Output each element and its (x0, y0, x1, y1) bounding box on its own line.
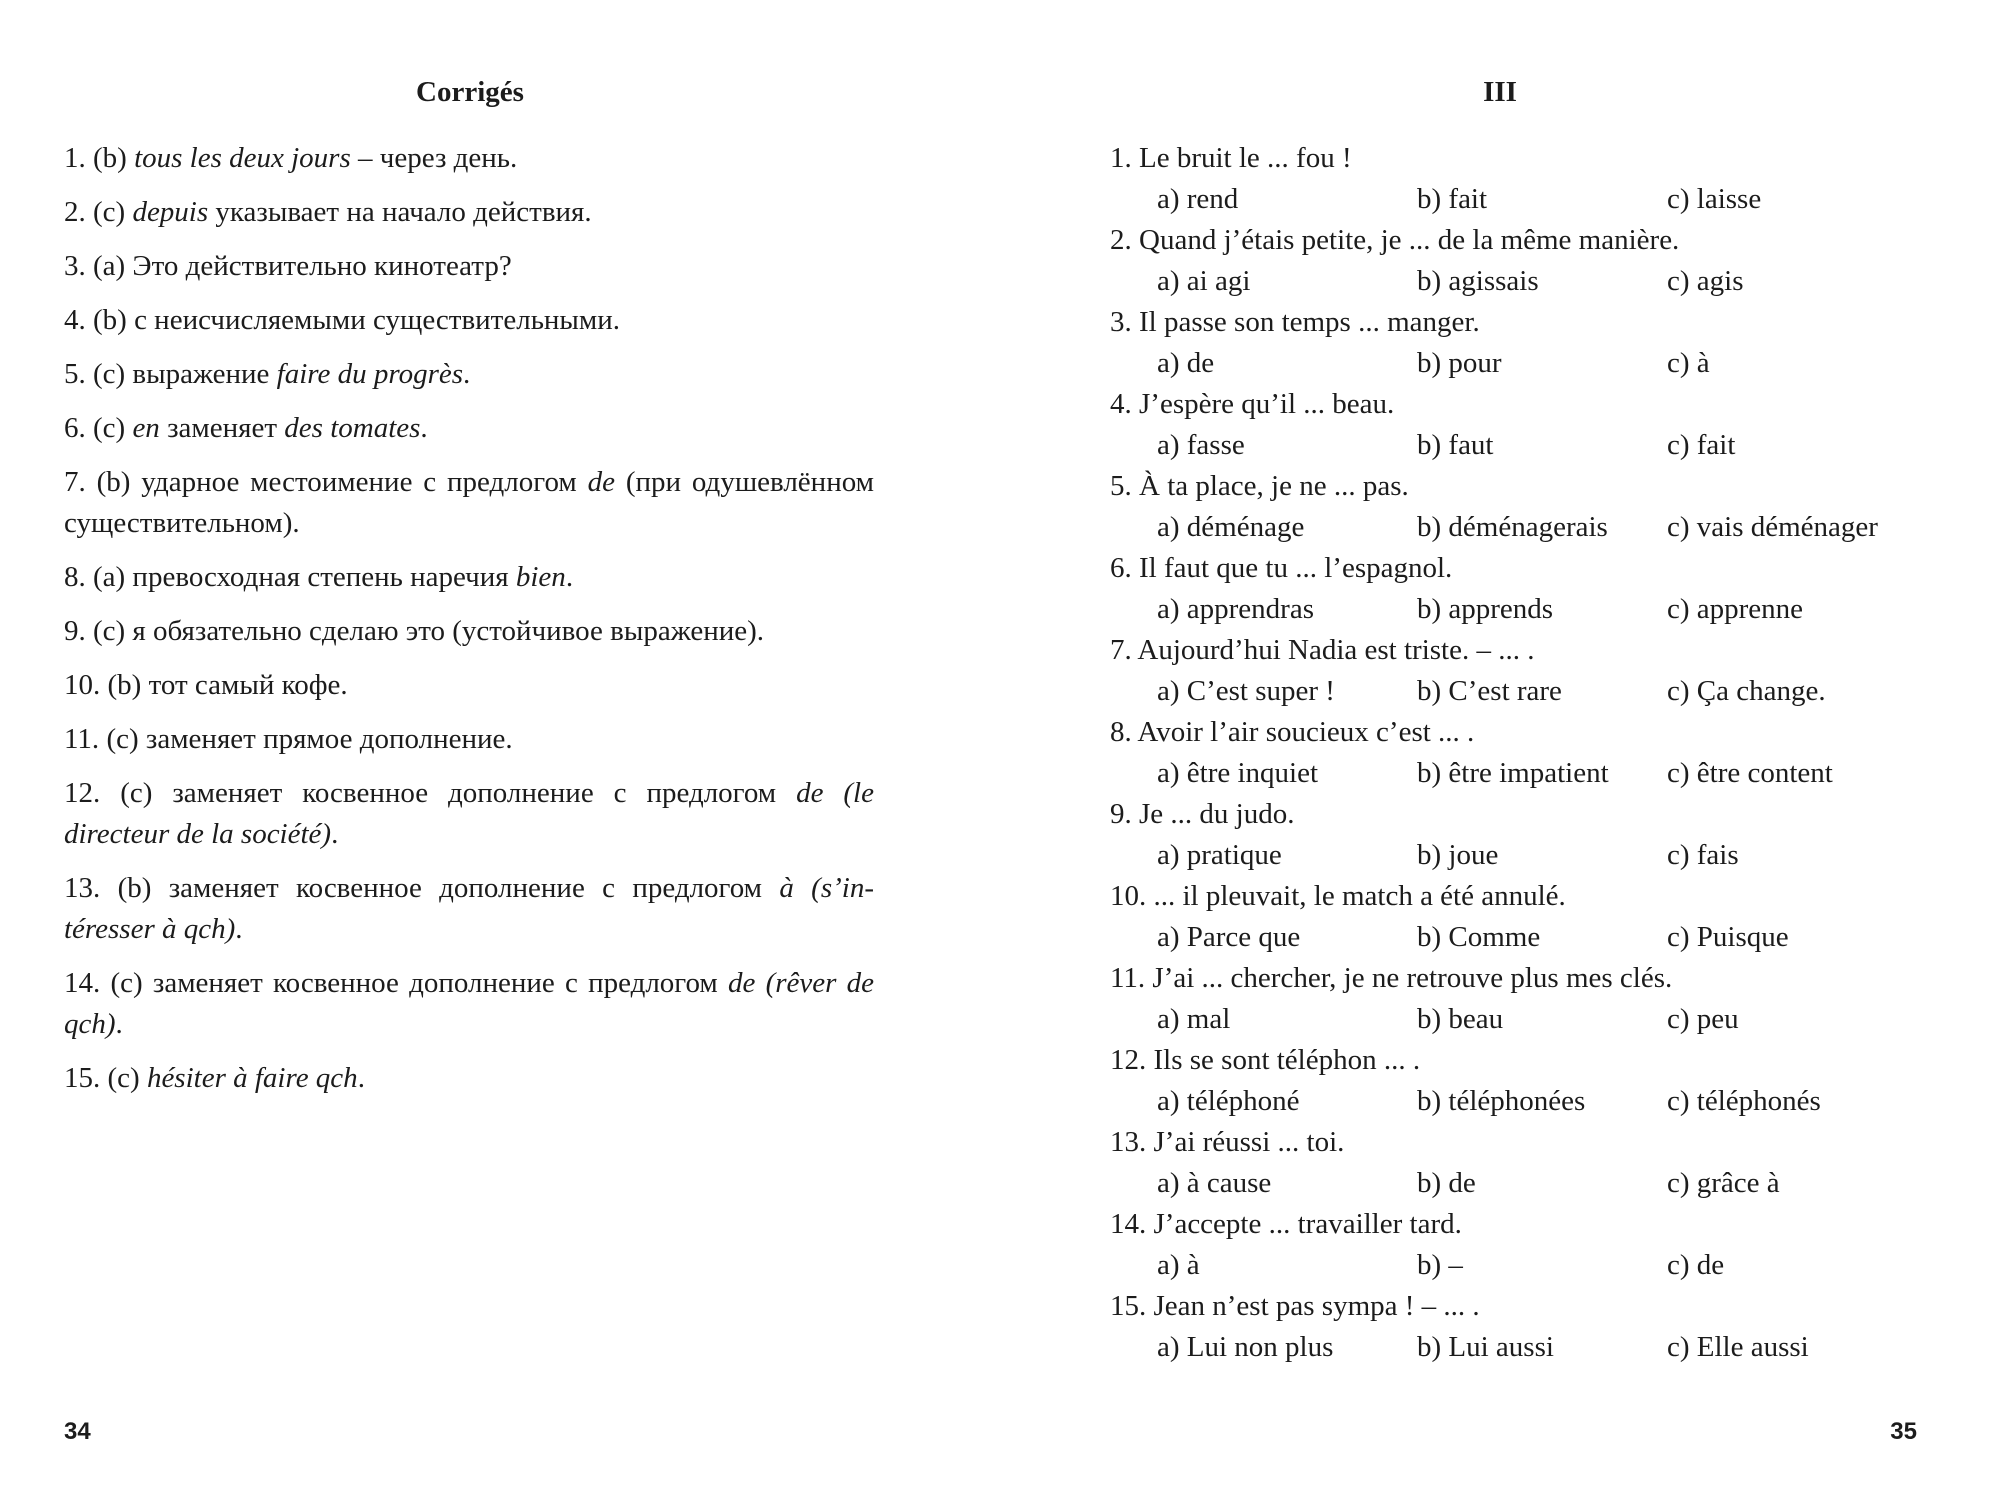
option-b: b) joue (1417, 839, 1499, 871)
answer-text: (b) ударное местоимение с предлогом (96, 466, 588, 498)
answer-number: 12. (64, 777, 101, 809)
question-stem: 12. Ils se sont téléphon ... . (1110, 1044, 1421, 1076)
answer-text: (b) тот самый кофе. (107, 669, 348, 701)
option-b: b) faut (1417, 429, 1494, 461)
answer-text: . (565, 561, 574, 593)
question-stem: 8. Avoir l’air soucieux c’est ... . (1110, 716, 1475, 748)
answer-number: 15. (64, 1062, 101, 1094)
option-c: c) grâce à (1667, 1167, 1780, 1199)
option-b: b) de (1417, 1167, 1476, 1199)
answer-item (64, 963, 874, 1045)
answer-text: . (463, 358, 471, 390)
right-page (1000, 0, 2000, 1496)
question-options (1110, 1163, 1990, 1204)
question-item (1110, 958, 1990, 1040)
answer-text: . (357, 1062, 365, 1094)
option-b: b) – (1417, 1249, 1463, 1281)
answer-number: 7. (64, 466, 86, 498)
question-item (1110, 1122, 1990, 1204)
question-stem: 13. J’ai réussi ... toi. (1110, 1126, 1345, 1158)
option-c: c) être content (1667, 757, 1833, 789)
option-b: b) fait (1417, 183, 1488, 215)
question-stem: 11. J’ai ... chercher, je ne retrouve plus mes clés. (1110, 962, 1673, 994)
question-options (1110, 999, 1990, 1040)
question-options (1110, 507, 1990, 548)
option-a: a) de (1157, 347, 1215, 379)
answer-item (64, 408, 874, 449)
option-a: a) ai agi (1157, 265, 1251, 297)
answer-italic-text: de (le directeur de la société) (64, 777, 874, 850)
answer-item (64, 138, 874, 179)
option-b: b) Comme (1417, 921, 1541, 953)
question-stem: 14. J’accepte ... travailler tard. (1110, 1208, 1462, 1240)
answer-number: 3. (64, 250, 86, 282)
question-item (1110, 876, 1990, 958)
answer-text: указывает на начало действия. (208, 196, 592, 228)
option-c: c) Elle aussi (1667, 1331, 1809, 1363)
answer-text: (c) заменяет косвенное дополнение с предлогом (110, 967, 728, 999)
option-a: a) rend (1157, 183, 1239, 215)
answer-text: (c) (93, 412, 133, 444)
answer-text: (b) заменяет косвенное дополнение с предлогом (117, 872, 780, 904)
answer-item (64, 354, 874, 395)
option-b: b) agissais (1417, 265, 1539, 297)
option-a: a) à (1157, 1249, 1200, 1281)
option-a: a) à cause (1157, 1167, 1272, 1199)
question-options (1110, 671, 1990, 712)
option-c: c) apprenne (1667, 593, 1804, 625)
option-b: b) déménagerais (1417, 511, 1608, 543)
question-stem: 1. Le bruit le ... fou ! (1110, 142, 1352, 174)
answer-number: 11. (64, 723, 100, 755)
question-item (1110, 220, 1990, 302)
answer-key-list (64, 138, 874, 1112)
option-b: b) beau (1417, 1003, 1504, 1035)
right-page-title: III (1483, 76, 1517, 108)
answer-item (64, 719, 874, 760)
answer-italic-text: des tomates (284, 412, 421, 444)
question-stem: 9. Je ... du judo. (1110, 798, 1295, 830)
right-page-number: 35 (1890, 1418, 1917, 1445)
question-options (1110, 1245, 1990, 1286)
answer-italic-text: bien (515, 561, 566, 593)
question-options (1110, 1081, 1990, 1122)
option-a: a) C’est super ! (1157, 675, 1335, 707)
answer-number: 2. (64, 196, 86, 228)
answer-number: 5. (64, 358, 86, 390)
answer-text: – через день. (350, 142, 518, 174)
answer-text: . (235, 913, 243, 945)
answer-text: (b) с неисчисляемыми существительными. (93, 304, 621, 336)
answer-item (64, 192, 874, 233)
question-item (1110, 548, 1990, 630)
option-a: a) Parce que (1157, 921, 1301, 953)
question-item (1110, 1040, 1990, 1122)
answer-item (64, 246, 874, 287)
question-stem: 3. Il passe son temps ... manger. (1110, 306, 1480, 338)
question-item (1110, 138, 1990, 220)
question-options (1110, 179, 1990, 220)
question-options (1110, 835, 1990, 876)
option-c: c) vais déménager (1667, 511, 1878, 543)
question-stem: 4. J’espère qu’il ... beau. (1110, 388, 1395, 420)
answer-item (64, 868, 874, 950)
question-item (1110, 302, 1990, 384)
option-c: c) laisse (1667, 183, 1762, 215)
question-options (1110, 1327, 1990, 1368)
left-page-number: 34 (64, 1418, 91, 1445)
answer-item (64, 665, 874, 706)
answer-text: (b) (93, 142, 135, 174)
answer-text: заменяет (159, 412, 285, 444)
answer-number: 4. (64, 304, 86, 336)
option-c: c) à (1667, 347, 1710, 379)
option-c: c) fais (1667, 839, 1739, 871)
question-stem: 15. Jean n’est pas sympa ! – ... . (1110, 1290, 1480, 1322)
question-item (1110, 794, 1990, 876)
answer-italic-text: de (587, 466, 615, 498)
answer-italic-text: de (rêver de qch) (64, 967, 874, 1040)
answer-text: (c) (107, 1062, 147, 1094)
question-stem: 2. Quand j’étais petite, je ... de la même manière. (1110, 224, 1680, 256)
question-options (1110, 589, 1990, 630)
answer-italic-text: depuis (132, 196, 209, 228)
question-item (1110, 1286, 1990, 1368)
answer-text: (c) заменяет косвенное дополнение с предлогом (120, 777, 797, 809)
option-c: c) agis (1667, 265, 1744, 297)
question-item (1110, 466, 1990, 548)
question-item (1110, 384, 1990, 466)
option-a: a) déménage (1157, 511, 1305, 543)
answer-item (64, 300, 874, 341)
option-c: c) Puisque (1667, 921, 1789, 953)
option-a: a) mal (1157, 1003, 1231, 1035)
option-c: c) fait (1667, 429, 1736, 461)
question-options (1110, 343, 1990, 384)
option-b: b) être impatient (1417, 757, 1609, 789)
answer-text: (при одушевлённом существительном). (64, 466, 875, 539)
question-item (1110, 1204, 1990, 1286)
exercise-question-list (1110, 138, 1990, 1368)
answer-item (64, 557, 874, 598)
answer-italic-text: en (132, 412, 160, 444)
answer-text: . (420, 412, 428, 444)
question-stem: 7. Aujourd’hui Nadia est triste. – ... . (1110, 634, 1535, 666)
option-a: a) apprendras (1157, 593, 1314, 625)
answer-italic-text: hésiter à faire qch (146, 1062, 358, 1094)
answer-item (64, 773, 874, 855)
option-a: a) téléphoné (1157, 1085, 1300, 1117)
question-item (1110, 630, 1990, 712)
option-a: a) être inquiet (1157, 757, 1319, 789)
answer-italic-text: tous les deux jours (134, 142, 351, 174)
question-stem: 5. À ta place, je ne ... pas. (1110, 470, 1409, 502)
option-b: b) Lui aussi (1417, 1331, 1554, 1363)
question-options (1110, 425, 1990, 466)
answer-item (64, 1058, 874, 1099)
answer-number: 9. (64, 615, 86, 647)
option-a: a) pratique (1157, 839, 1282, 871)
question-stem: 6. Il faut que tu ... l’espagnol. (1110, 552, 1453, 584)
answer-text: . (115, 1008, 123, 1040)
answer-italic-text: faire du progrès (276, 358, 464, 390)
answer-text: (c) заменяет прямое дополнение. (106, 723, 513, 755)
question-stem: 10. ... il pleuvait, le match a été annulé. (1110, 880, 1566, 912)
option-b: b) apprends (1417, 593, 1554, 625)
question-options (1110, 261, 1990, 302)
answer-text: (c) (93, 196, 133, 228)
answer-italic-text: à (s’intéresser à qch) (64, 872, 875, 945)
answer-text: (c) я обязательно сделаю это (устойчивое выражение). (93, 615, 765, 647)
answer-number: 13. (64, 872, 101, 904)
answer-text: (c) выражение (93, 358, 277, 390)
answer-text: (a) превосходная степень наречия (93, 561, 516, 593)
question-options (1110, 917, 1990, 958)
answer-text: (a) Это действительно кинотеатр? (93, 250, 512, 282)
option-c: c) Ça change. (1667, 675, 1826, 707)
answer-item (64, 462, 874, 544)
option-b: b) téléphonées (1417, 1085, 1586, 1117)
question-options (1110, 753, 1990, 794)
option-a: a) Lui non plus (1157, 1331, 1334, 1363)
option-c: c) téléphonés (1667, 1085, 1821, 1117)
answer-number: 6. (64, 412, 86, 444)
option-b: b) C’est rare (1417, 675, 1562, 707)
left-page-title: Corrigés (416, 76, 524, 108)
option-b: b) pour (1417, 347, 1502, 379)
answer-number: 8. (64, 561, 86, 593)
question-item (1110, 712, 1990, 794)
answer-number: 14. (64, 967, 101, 999)
option-a: a) fasse (1157, 429, 1245, 461)
answer-text: . (331, 818, 339, 850)
option-c: c) peu (1667, 1003, 1739, 1035)
answer-number: 10. (64, 669, 101, 701)
answer-item (64, 611, 874, 652)
answer-number: 1. (64, 142, 86, 174)
option-c: c) de (1667, 1249, 1725, 1281)
